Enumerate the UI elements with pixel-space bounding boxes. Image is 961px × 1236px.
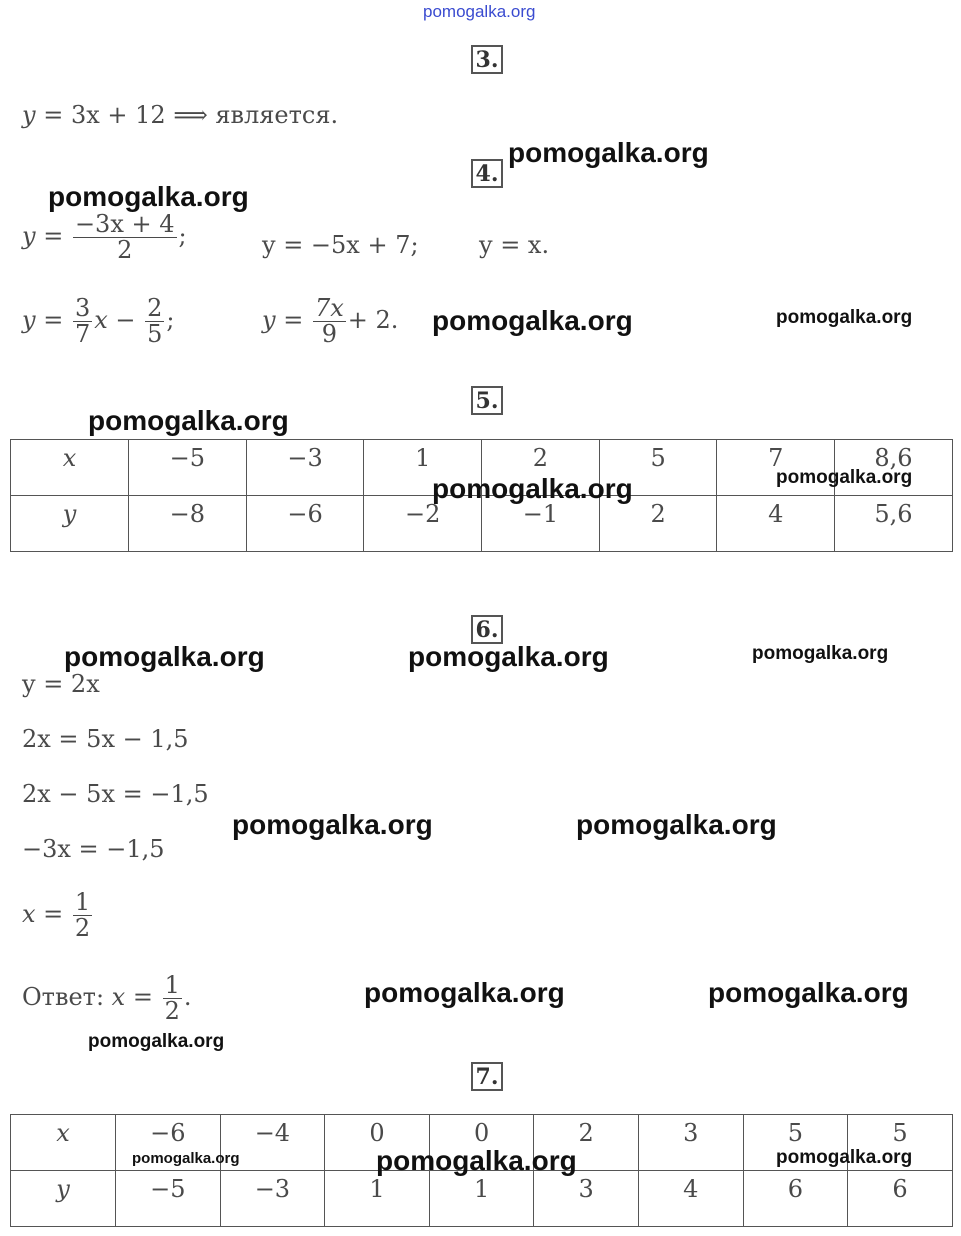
task-4-formula-2: y = −5x + 7; (262, 231, 419, 259)
task-6-line-5 (22, 890, 94, 941)
task-6-line-1: y = 2x (22, 670, 100, 698)
table-row-y (11, 1171, 953, 1227)
cell-x: 0 (429, 1115, 534, 1171)
watermark: pomogalka.org (64, 641, 265, 672)
formula-lhs: y = (22, 222, 64, 251)
formula-tail: ; (166, 306, 175, 335)
cell-x: 5 (848, 1115, 953, 1171)
watermark: pomogalka.org (376, 1145, 577, 1176)
cell-x: 2 (534, 1115, 639, 1171)
cell-x: 8,6 (835, 440, 953, 496)
task-4-formula-3: y = x. (479, 231, 550, 259)
top-watermark[interactable]: pomogalka.org (423, 2, 536, 21)
denominator: 2 (164, 997, 180, 1026)
watermark: pomogalka.org (776, 1147, 913, 1168)
cell-y: −1 (482, 496, 600, 552)
fraction (145, 296, 164, 347)
numerator: 2 (147, 294, 163, 322)
cell-y: −2 (364, 496, 482, 552)
task-3-number: 3. (471, 45, 503, 74)
task-4-number: 4. (471, 159, 503, 188)
watermark: pomogalka.org (88, 1031, 225, 1052)
numerator: 3 (74, 294, 91, 322)
cell-x: −5 (129, 440, 247, 496)
cell-y: 4 (638, 1171, 743, 1227)
denominator: 9 (321, 320, 337, 349)
cell-y: 6 (848, 1171, 953, 1227)
task-4-formula-1 (22, 212, 187, 263)
cell-x: 7 (717, 440, 835, 496)
watermark: pomogalka.org (432, 473, 633, 504)
row-label-y: y (11, 496, 129, 552)
denominator: 2 (117, 236, 133, 265)
cell-x: 5 (743, 1115, 848, 1171)
watermark: pomogalka.org (752, 643, 889, 664)
formula-tail: . (183, 983, 192, 1012)
cell-y: −8 (129, 496, 247, 552)
cell-y: 4 (717, 496, 835, 552)
numerator: −3x + 4 (74, 210, 175, 238)
task-6-answer (22, 973, 192, 1024)
task-3-lhs: y (22, 101, 36, 129)
row-label-y: y (11, 1171, 116, 1227)
formula-lhs: y = (262, 306, 304, 335)
watermark: pomogalka.org (576, 809, 777, 840)
watermark: pomogalka.org (88, 405, 289, 436)
fraction (313, 296, 346, 347)
task-3-rhs: 3x + 12 (70, 101, 166, 129)
denominator: 2 (74, 914, 91, 943)
task-6-line-3: 2x − 5x = −1,5 (22, 780, 209, 808)
answer-label: Ответ: (22, 983, 105, 1012)
row-label-x: x (11, 1115, 116, 1171)
cell-x: 5 (599, 440, 717, 496)
denominator: 5 (147, 320, 163, 349)
formula-tail: ; (178, 222, 187, 251)
fraction (73, 890, 92, 941)
task-4-formula-4 (22, 296, 175, 347)
task-6-line-2: 2x = 5x − 1,5 (22, 725, 189, 753)
cell-x: 0 (325, 1115, 430, 1171)
row-label-x: x (11, 440, 129, 496)
formula-tail: + 2. (347, 306, 399, 335)
task-5-number: 5. (471, 386, 503, 415)
cell-y: 1 (325, 1171, 430, 1227)
task-6-line-4: −3x = −1,5 (22, 835, 165, 863)
cell-x: 2 (482, 440, 600, 496)
task-7-number: 7. (471, 1062, 503, 1091)
cell-x: 1 (364, 440, 482, 496)
watermark: pomogalka.org (776, 467, 913, 488)
cell-y: 2 (599, 496, 717, 552)
watermark: pomogalka.org (232, 809, 433, 840)
task-3-eq: = (43, 101, 64, 129)
watermark: pomogalka.org (364, 977, 565, 1008)
formula-lhs: x = (111, 983, 153, 1012)
cell-y: −3 (220, 1171, 325, 1227)
watermark: pomogalka.org (776, 307, 913, 328)
cell-y: −5 (116, 1171, 221, 1227)
formula-lhs: x = (22, 900, 64, 929)
watermark: pomogalka.org (432, 305, 633, 336)
cell-x: −3 (246, 440, 364, 496)
cell-x: −6 (116, 1115, 221, 1171)
task-3-equation (22, 101, 338, 129)
numerator: 1 (74, 888, 91, 916)
fraction (163, 973, 182, 1024)
watermark: pomogalka.org (708, 977, 909, 1008)
task-6-number: 6. (471, 615, 503, 644)
task-3-text: является. (215, 101, 339, 129)
numerator: 7x (314, 294, 344, 322)
cell-x: 3 (638, 1115, 743, 1171)
fraction (73, 212, 177, 263)
formula-middle: x − (94, 306, 136, 335)
watermark: pomogalka.org (48, 181, 249, 212)
cell-y: 3 (534, 1171, 639, 1227)
cell-y: 6 (743, 1171, 848, 1227)
watermark: pomogalka.org (508, 137, 709, 168)
implies-arrow: ⟹ (173, 101, 208, 129)
fraction (73, 296, 92, 347)
watermark: pomogalka.org (408, 641, 609, 672)
formula-lhs: y = (22, 306, 64, 335)
cell-x: −4 (220, 1115, 325, 1171)
cell-y: −6 (246, 496, 364, 552)
cell-y: 1 (429, 1171, 534, 1227)
denominator: 7 (74, 320, 91, 349)
watermark: pomogalka.org (132, 1150, 240, 1167)
task-4-formula-5 (262, 296, 398, 347)
numerator: 1 (164, 971, 180, 999)
cell-y: 5,6 (835, 496, 953, 552)
